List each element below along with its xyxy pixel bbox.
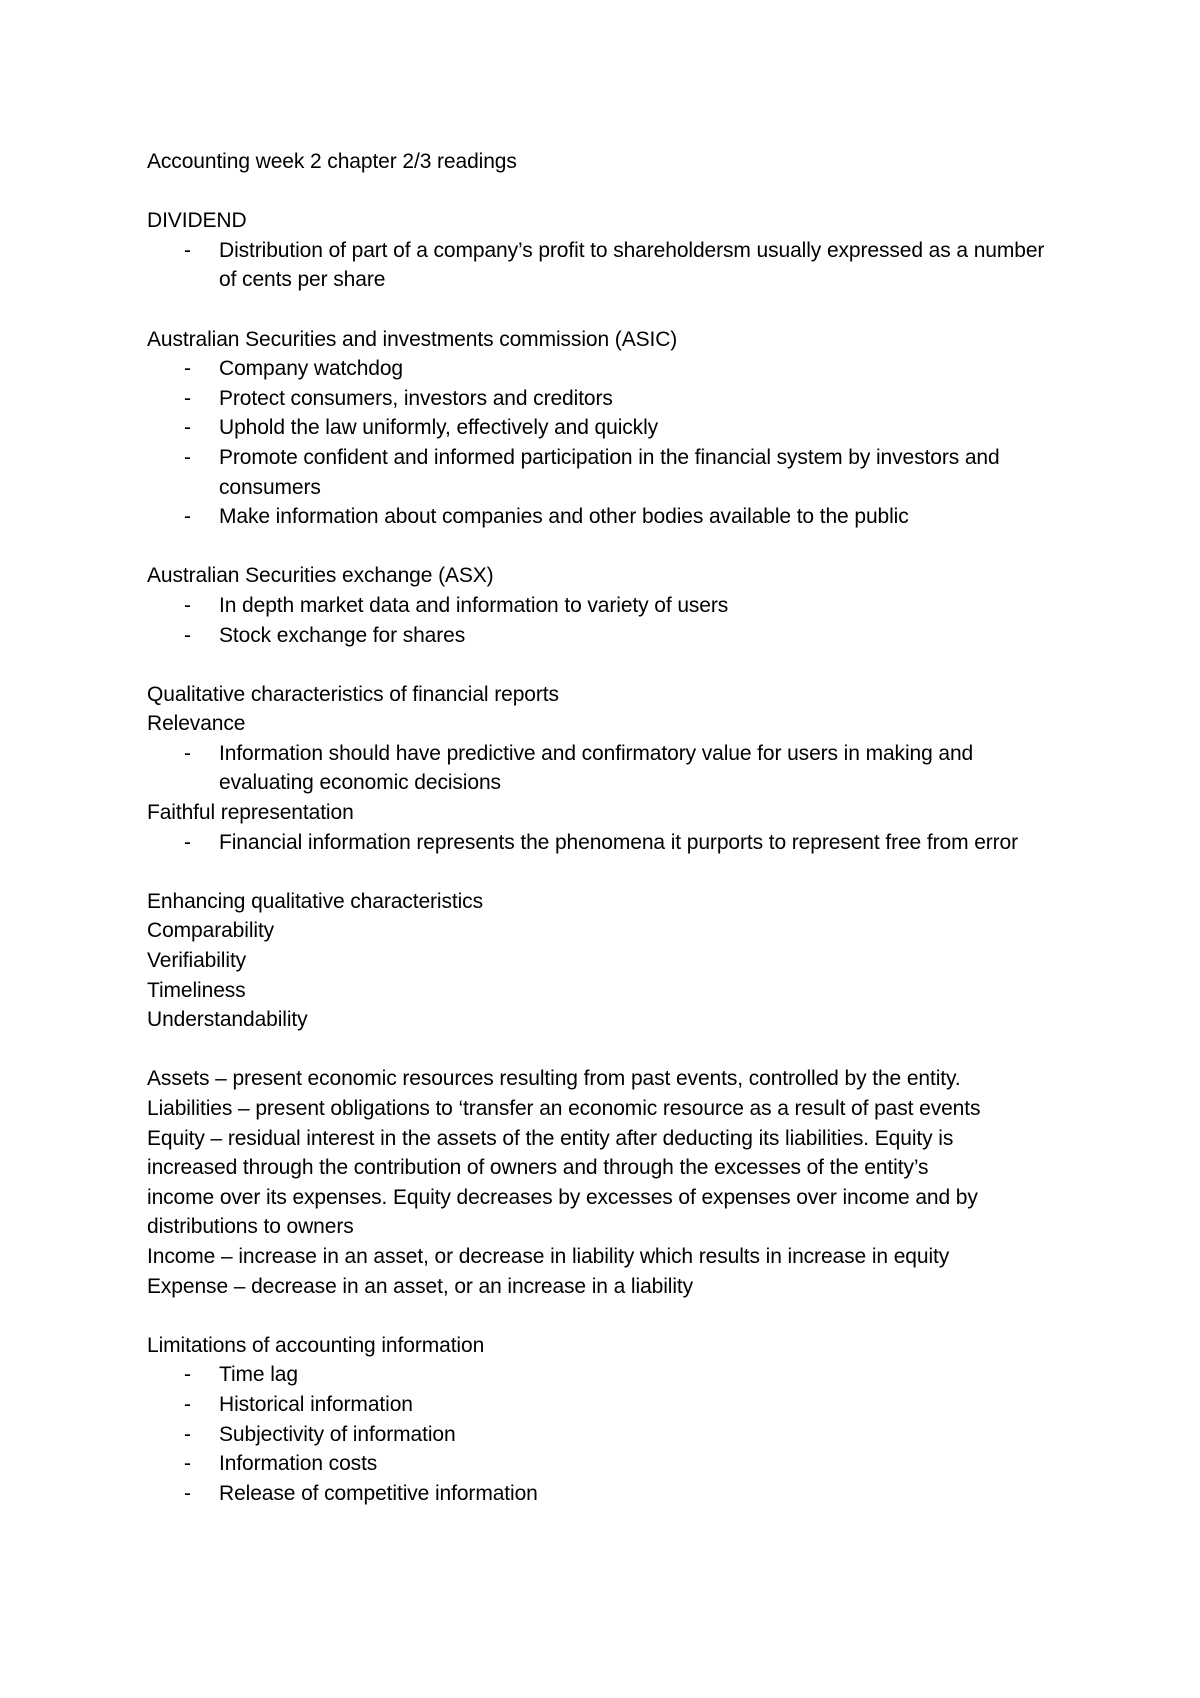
spacer (147, 857, 1067, 887)
assets-definition: Assets – present economic resources resulting from past events, controlled by the entity. (147, 1067, 961, 1091)
enhancing-item: Timeliness (147, 978, 246, 1002)
enhancing-item: Comparability (147, 919, 275, 943)
relevance-list (147, 739, 1067, 798)
list-item-text: Information should have predictive and confirmatory value for users in making and evaluating economic decisions (219, 741, 974, 795)
expense-definition: Expense – decrease in an asset, or an increase in a liability (147, 1274, 694, 1298)
asx-list (147, 591, 1067, 650)
faithful-representation-label: Faithful representation (147, 801, 354, 825)
bullet-dash: - (184, 830, 191, 854)
list-item (147, 591, 1067, 621)
list-item (147, 1390, 1067, 1420)
bullet-dash: - (184, 1481, 191, 1505)
bullet-dash: - (184, 1363, 191, 1387)
enhancing-item: Understandability (147, 1008, 308, 1032)
list-item-text: Financial information represents the phenomena it purports to represent free from error (219, 830, 1019, 854)
spacer (147, 1301, 1067, 1331)
list-item-text: Time lag (219, 1363, 298, 1387)
list-item-text: Company watchdog (219, 357, 404, 381)
income-definition: Income – increase in an asset, or decrease in liability which results in increase in equity (147, 1244, 950, 1268)
limitations-heading: Limitations of accounting information (147, 1333, 485, 1357)
list-item (147, 1360, 1067, 1390)
list-item-text: In depth market data and information to variety of users (219, 593, 729, 617)
spacer (147, 650, 1067, 680)
bullet-dash: - (184, 357, 191, 381)
document-title: Accounting week 2 chapter 2/3 readings (147, 150, 517, 173)
bullet-dash: - (184, 386, 191, 410)
asx-heading: Australian Securities exchange (ASX) (147, 564, 494, 588)
bullet-dash: - (184, 1422, 191, 1446)
bullet-dash: - (184, 505, 191, 529)
equity-definition-line: income over its expenses. Equity decreases by excesses of expenses over income and by (147, 1185, 978, 1209)
bullet-dash: - (184, 445, 191, 469)
faithful-representation-list (147, 828, 1067, 858)
list-item-text: Release of competitive information (219, 1481, 538, 1505)
document-body (147, 147, 1067, 1508)
bullet-dash: - (184, 416, 191, 440)
bullet-dash: - (184, 623, 191, 647)
spacer (147, 532, 1067, 562)
list-item (147, 739, 1067, 798)
bullet-dash: - (184, 1452, 191, 1476)
list-item-text: Subjectivity of information (219, 1422, 456, 1446)
spacer (147, 177, 1067, 207)
list-item (147, 413, 1067, 443)
list-item (147, 621, 1067, 651)
list-item (147, 236, 1067, 295)
list-item-text: Uphold the law uniformly, effectively and quickly (219, 416, 659, 440)
dividend-list (147, 236, 1067, 295)
list-item-text: Promote confident and informed participation in the financial system by investors and consumers (219, 445, 1000, 499)
enhancing-heading: Enhancing qualitative characteristics (147, 889, 483, 913)
equity-definition-line: distributions to owners (147, 1215, 354, 1239)
asic-heading: Australian Securities and investments commission (ASIC) (147, 327, 678, 351)
spacer (147, 1035, 1067, 1065)
limitations-list (147, 1360, 1067, 1508)
list-item-text: Stock exchange for shares (219, 623, 466, 647)
list-item (147, 443, 1067, 502)
list-item-text: Make information about companies and other bodies available to the public (219, 505, 909, 529)
list-item (147, 1479, 1067, 1509)
liabilities-definition: Liabilities – present obligations to ‘transfer an economic resource as a result of past events (147, 1097, 981, 1120)
equity-definition-line: Equity – residual interest in the assets of the entity after deducting its liabilities. Equity is (147, 1126, 954, 1150)
list-item-text: Information costs (219, 1452, 378, 1476)
list-item (147, 354, 1067, 384)
qualitative-heading: Qualitative characteristics of financial reports (147, 682, 559, 706)
list-item (147, 1420, 1067, 1450)
bullet-dash: - (184, 593, 191, 617)
list-item (147, 1449, 1067, 1479)
dividend-heading: DIVIDEND (147, 209, 247, 233)
list-item (147, 502, 1067, 532)
bullet-dash: - (184, 1392, 191, 1416)
list-item-text: Distribution of part of a company’s profit to shareholdersm usually expressed as a number of cents per share (219, 238, 1045, 292)
list-item-text: Protect consumers, investors and creditors (219, 386, 613, 410)
list-item (147, 384, 1067, 414)
asic-list (147, 354, 1067, 532)
list-item (147, 828, 1067, 858)
list-item-text: Historical information (219, 1392, 413, 1416)
equity-definition-line: increased through the contribution of owners and through the excesses of the entity’s (147, 1156, 929, 1180)
bullet-dash: - (184, 238, 191, 262)
relevance-label: Relevance (147, 712, 246, 736)
spacer (147, 295, 1067, 325)
bullet-dash: - (184, 741, 191, 765)
enhancing-item: Verifiability (147, 949, 247, 973)
